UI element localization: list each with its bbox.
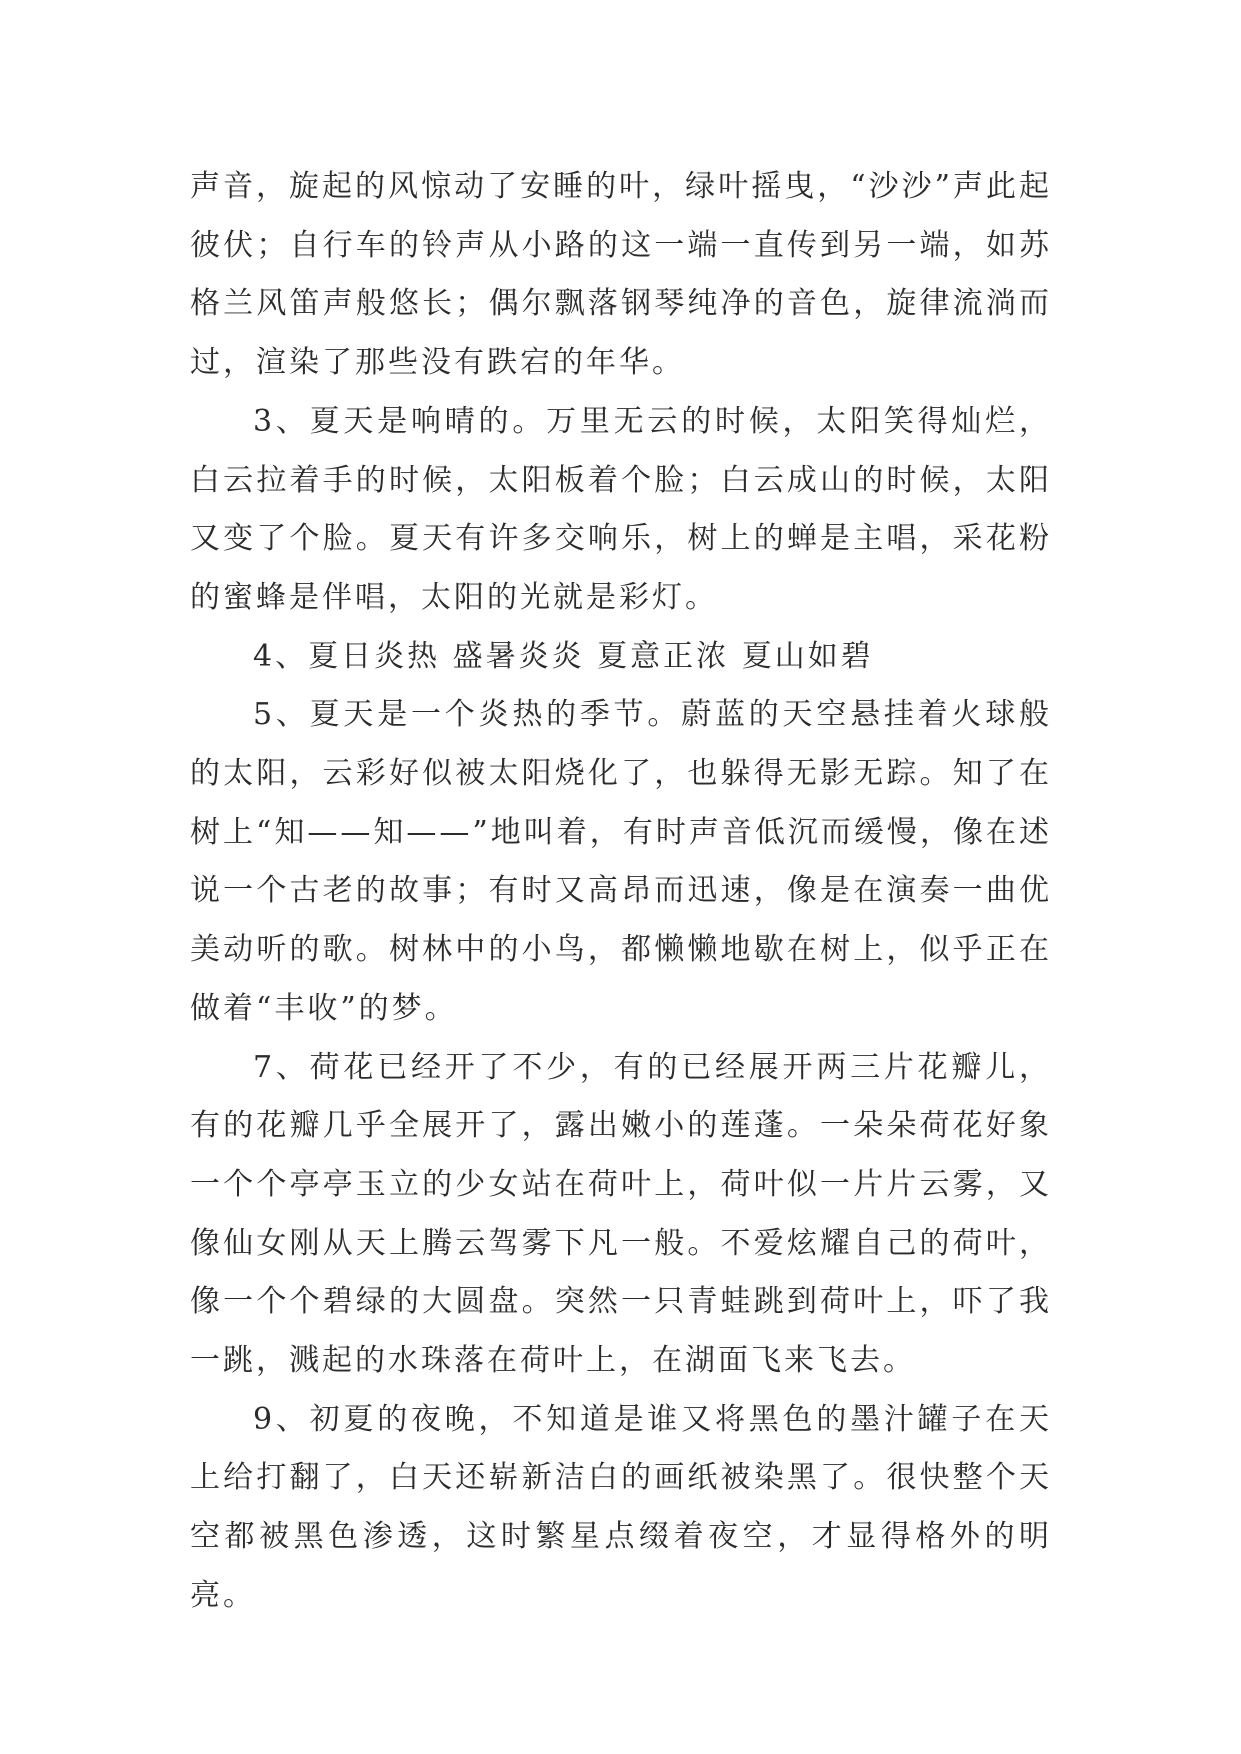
paragraph-item-4: 4、夏日炎热 盛暑炎炎 夏意正浓 夏山如碧 <box>253 638 874 674</box>
document-body <box>190 158 1052 1626</box>
paragraph-item-9: 9、初夏的夜晚，不知道是谁又将黑色的墨汁罐子在天上给打翻了，白天还崭新洁白的画纸被染黑了。很快整个天空都被黑色渗透，这时繁星点缀着夜空，才显得格外的明亮。 <box>190 1401 1052 1613</box>
paragraph-continued: 声音，旋起的风惊动了安睡的叶，绿叶摇曳，“沙沙”声此起彼伏；自行车的铃声从小路的这一端一直传到另一端，如苏格兰风笛声般悠长；偶尔飘落钢琴纯净的音色，旋律流淌而过，渲染了那些没有跌宕的年华。 <box>190 169 1052 381</box>
paragraph-item-7: 7、荷花已经开了不少，有的已经展开两三片花瓣儿，有的花瓣几乎全展开了，露出嫩小的莲蓬。一朵朵荷花好象一个个亭亭玉立的少女站在荷叶上，荷叶似一片片云雾，又像仙女刚从天上腾云驾雾下凡一般。不爱炫耀自己的荷叶，像一个个碧绿的大圆盘。突然一只青蛙跳到荷叶上，吓了我一跳，溅起的水珠落在荷叶上，在湖面飞来飞去。 <box>190 1049 1052 1379</box>
paragraph-item-3: 3、夏天是响晴的。万里无云的时候，太阳笑得灿烂，白云拉着手的时候，太阳板着个脸；白云成山的时候，太阳又变了个脸。夏天有许多交响乐，树上的蝉是主唱，采花粉的蜜蜂是伴唱，太阳的光就是彩灯。 <box>190 403 1052 615</box>
paragraph-item-5: 5、夏天是一个炎热的季节。蔚蓝的天空悬挂着火球般的太阳，云彩好似被太阳烧化了，也躲得无影无踪。知了在树上“知——知——”地叫着，有时声音低沉而缓慢，像在述说一个古老的故事；有时又高昂而迅速，像是在演奏一曲优美动听的歌。树林中的小鸟，都懒懒地歇在树上，似乎正在做着“丰收”的梦。 <box>190 697 1052 1026</box>
